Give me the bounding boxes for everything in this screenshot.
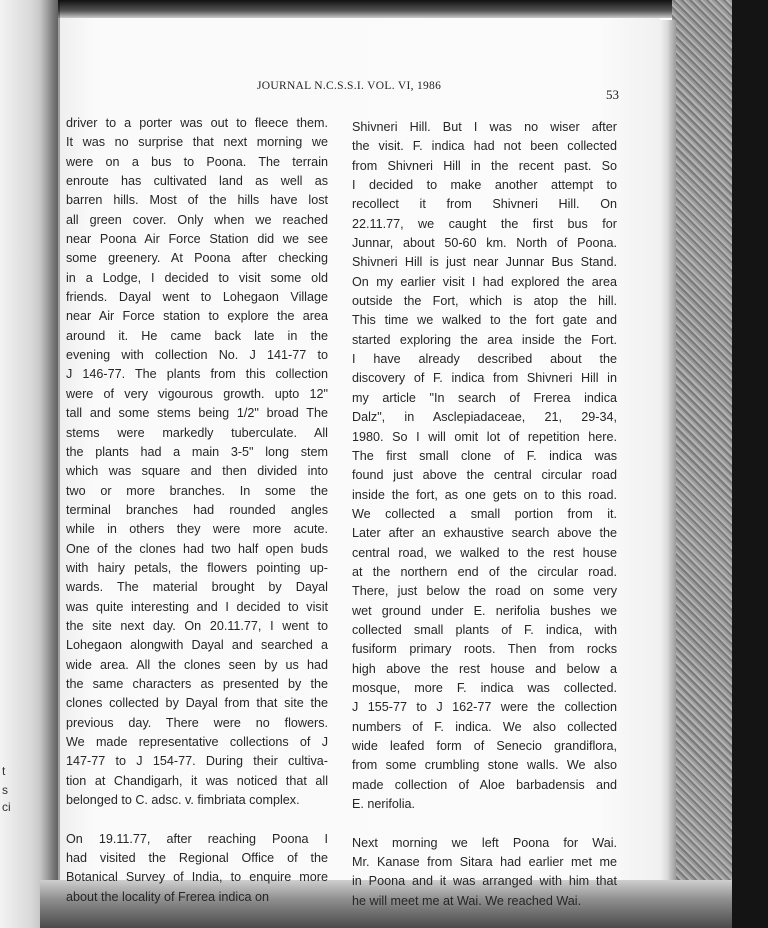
text-line: 1980. So I will omit lot of repetition here. — [352, 429, 617, 444]
text-line: in Poona and it was arranged with him that — [352, 874, 617, 889]
text-line: Shivneri Hill. But I was no wiser after — [352, 120, 617, 134]
text-line: central road, we walked to the rest house — [352, 545, 617, 560]
text-line: Lohegaon alongwith Dayal and searched a — [66, 638, 328, 653]
text-line: numbers of F. indica. We also collected — [352, 719, 617, 734]
text-line: This time we walked to the fort gate and — [352, 313, 617, 328]
text-line: evening with collection No. J 141-77 to — [66, 348, 328, 363]
text-line: the visit. F. indica had not been collected — [352, 139, 617, 154]
page-number: 53 — [606, 87, 619, 102]
text-line: wards. The material brought by Dayal — [66, 580, 328, 595]
text-line: discovery of F. indica from Shivneri Hill in — [352, 371, 617, 386]
text-line: Shivneri Hill is just near Junnar Bus Stand. — [352, 255, 617, 270]
text-line: collected small plants of F. indica, with — [352, 622, 617, 637]
text-line: while in others they were more acute. — [66, 522, 328, 537]
text-line: the same characters as presented by the — [66, 676, 328, 691]
text-line: wide leafed form of Senecio grandiflora, — [352, 739, 617, 753]
text-line: enroute has cultivated land as well as — [66, 174, 328, 189]
text-line: belonged to C. adsc. v. fimbriata complex. — [66, 793, 300, 808]
text-line: around it. He came back late in the — [66, 328, 328, 343]
text-line: terminal branches had rounded angles — [66, 502, 328, 517]
text-line: previous day. There were no flowers. — [66, 715, 328, 730]
text-line: started exploring the area inside the Fort. — [352, 332, 617, 347]
text-line: my article "In search of Frerea indica — [352, 390, 617, 405]
text-line: in a Lodge, I decided to visit some old — [66, 270, 328, 285]
text-line: some greenery. At Poona after checking — [66, 251, 328, 266]
text-line: stems were markedly tuberculate. All — [66, 425, 328, 440]
text-line: I decided to make another attempt to — [352, 178, 617, 193]
text-line: driver to a porter was out to fleece them. — [66, 116, 328, 130]
text-line: 147-77 to J 154-77. During their cultiva- — [66, 754, 328, 769]
paragraph-gap — [66, 810, 328, 829]
text-line: Dalz", in Asclepiadaceae, 21, 29-34, — [352, 410, 617, 425]
text-line: he will meet me at Wai. We reached Wai. — [352, 893, 582, 908]
text-line: On 19.11.77, after reaching Poona I — [66, 831, 328, 846]
text-line: outside the Fort, which is atop the hill. — [352, 294, 617, 309]
text-line: was quite interesting and I decided to visit — [66, 599, 328, 614]
text-line: It was no surprise that next morning we — [66, 135, 328, 150]
text-line: friends. Dayal went to Lohegaon Village — [66, 290, 328, 305]
text-line: near Air Force station to explore the area — [66, 309, 328, 324]
text-line: We made representative collections of J — [66, 735, 328, 749]
text-line: tall and some stems being 1/2" broad The — [66, 406, 328, 421]
paragraph-gap — [352, 814, 617, 833]
text-line: Junnar, about 50-60 km. North of Poona. — [352, 236, 617, 251]
text-line: were of very vigourous growth. upto 12" — [66, 386, 328, 401]
edge-letter: s — [2, 783, 8, 797]
edge-letter: ci — [2, 800, 11, 814]
text-line: were on a bus to Poona. The terrain — [66, 154, 328, 169]
text-line: high above the rest house and below a — [352, 661, 617, 676]
edge-letter: t — [2, 764, 6, 778]
text-line: Next morning we left Poona for Wai. — [352, 835, 617, 850]
text-line: with hairy petals, the flowers pointing up- — [66, 560, 328, 575]
text-line: found just above the central circular road — [352, 468, 617, 483]
scan-border — [732, 0, 768, 928]
text-line: made collection of Aloe barbadensis and — [352, 777, 617, 792]
text-line: J 146-77. The plants from this collection — [66, 367, 328, 382]
left-text-column — [66, 114, 328, 907]
text-line: recollect it from Shivneri Hill. On — [352, 197, 617, 212]
text-line: fusiform primary roots. Then from rocks — [352, 642, 617, 657]
text-line: wet ground under E. nerifolia bushes we — [352, 603, 617, 618]
book-cover-edge — [672, 0, 732, 928]
text-line: clones collected by Dayal from that site the — [66, 696, 328, 711]
text-line: at the northern end of the circular road. — [352, 564, 617, 579]
text-line: E. nerifolia. — [352, 797, 415, 812]
text-line: On my earlier visit I had explored the area — [352, 274, 617, 289]
text-line: the site next day. On 20.11.77, I went to — [66, 618, 328, 633]
text-line: The first small clone of F. indica was — [352, 448, 617, 463]
text-line: mosque, more F. indica was collected. — [352, 680, 617, 695]
right-text-column — [352, 118, 617, 911]
text-line: two or more branches. In some the — [66, 483, 328, 498]
text-line: about the locality of Frerea indica on — [66, 889, 270, 904]
page-stack-edge — [658, 20, 676, 900]
text-line: Later after an exhaustive search above the — [352, 526, 617, 541]
facing-page-letters — [0, 0, 14, 928]
text-line: tion at Chandigarh, it was noticed that all — [66, 773, 328, 788]
gutter-shadow — [40, 0, 60, 928]
text-line: Mr. Kanase from Sitara had earlier met me — [352, 855, 617, 870]
running-header: JOURNAL N.C.S.S.I. VOL. VI, 1986 — [257, 80, 442, 92]
text-line: inside the fort, as one gets on to this road. — [352, 487, 617, 502]
text-line: had visited the Regional Office of the — [66, 851, 328, 866]
top-shadow — [58, 0, 732, 18]
text-line: which was square and then divided into — [66, 464, 328, 479]
text-line: I have already described about the — [352, 352, 617, 367]
text-line: all green cover. Only when we reached — [66, 212, 328, 227]
text-line: Botanical Survey of India, to enquire more — [66, 870, 328, 885]
text-line: One of the clones had two half open buds — [66, 541, 328, 556]
text-line: 22.11.77, we caught the first bus for — [352, 216, 617, 231]
text-line: from some crumbling stone walls. We also — [352, 758, 617, 773]
text-line: There, just below the road on some very — [352, 584, 617, 599]
text-line: near Poona Air Force Station did we see — [66, 232, 328, 247]
text-line: barren hills. Most of the hills have lost — [66, 193, 328, 208]
text-line: J 155-77 to J 162-77 were the collection — [352, 700, 617, 715]
text-line: from Shivneri Hill in the recent past. So — [352, 158, 617, 173]
text-line: We collected a small portion from it. — [352, 506, 617, 521]
text-line: wide area. All the clones seen by us had — [66, 657, 328, 672]
text-line: the plants had a main 3-5" long stem — [66, 444, 328, 459]
